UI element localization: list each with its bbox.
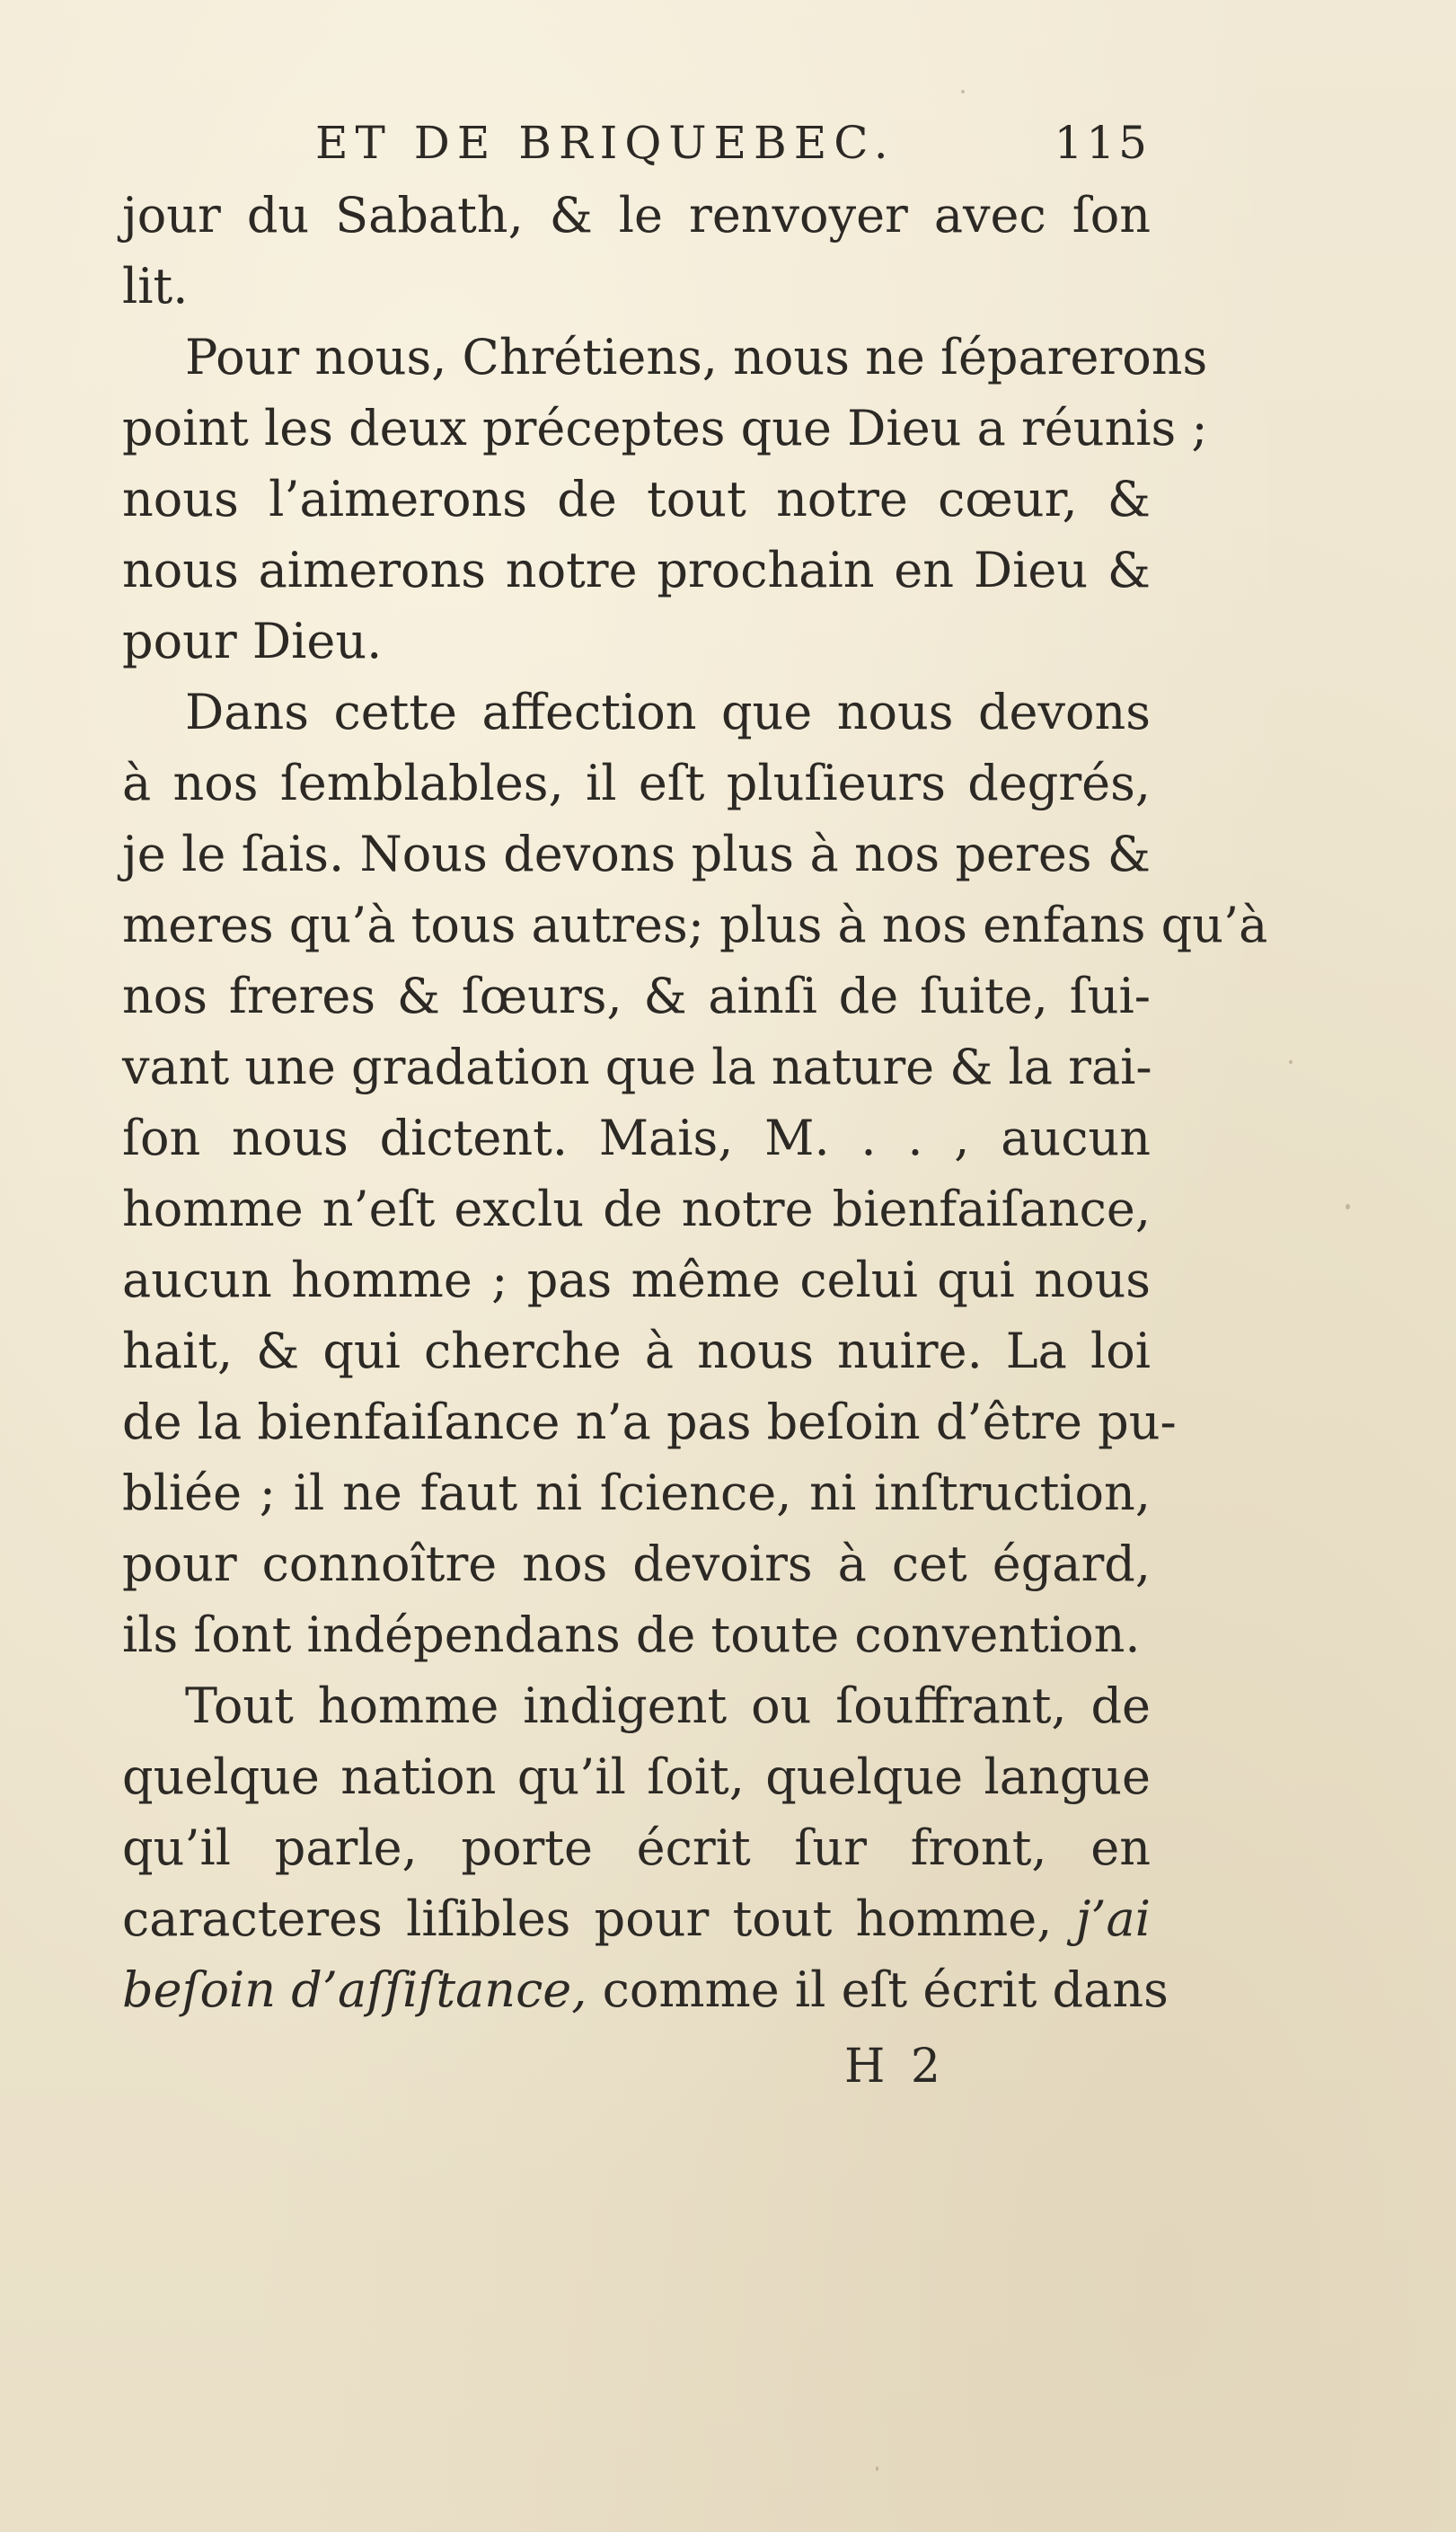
paper-speck — [876, 2466, 878, 2471]
text-line: nous aimerons notre prochain en Dieu & — [122, 542, 1151, 598]
text-line — [122, 1883, 1151, 1954]
text-line: aucun homme ; pas même celui qui nous — [122, 1252, 1151, 1308]
text-line: nous l’aimerons de tout notre cœur, & — [122, 471, 1151, 527]
page-number: 115 — [1054, 117, 1151, 169]
text-line: meres qu’à tous autres; plus à nos enfans qu’à — [122, 897, 1268, 953]
paper-speck — [1346, 1204, 1350, 1209]
paragraph-start-line: Dans cette affection que nous devons — [185, 684, 1151, 740]
text-line: quelque nation qu’il ſoit, quelque langue — [122, 1748, 1151, 1805]
text-run: comme il eſt écrit dans — [587, 1961, 1169, 2018]
italic-phrase: beſoin d’aſſiſtance, — [122, 1961, 587, 2018]
paragraph-start-line: Pour nous, Chrétiens, nous ne ſéparerons — [185, 329, 1208, 385]
text-line: ils ſont indépendans de toute convention. — [122, 1607, 1141, 1663]
text-line: pour connoître nos devoirs à cet égard, — [122, 1536, 1151, 1592]
text-line: hait, & qui cherche à nous nuire. La loi — [122, 1323, 1151, 1379]
page-text — [122, 117, 1268, 2025]
paper-speck — [961, 90, 965, 93]
text-line: lit. — [122, 258, 189, 314]
running-header — [122, 117, 1151, 180]
text-line: homme n’eſt exclu de notre bienfaiſance, — [122, 1181, 1151, 1237]
italic-phrase: j’ai — [1075, 1890, 1151, 1947]
text-line: vant une gradation que la nature & la rai- — [122, 1039, 1152, 1095]
paper-speck — [1289, 1060, 1293, 1064]
paragraph-start-line: Tout homme indigent ou ſouffrant, de — [185, 1678, 1151, 1734]
text-line: pour Dieu. — [122, 613, 383, 669]
text-line: bliée ; il ne faut ni ſcience, ni inſtruction, — [122, 1465, 1151, 1521]
text-line — [122, 1954, 1169, 2025]
text-line: jour du Sabath, & le renvoyer avec ſon — [122, 187, 1151, 243]
signature-mark: H 2 — [844, 2040, 946, 2094]
text-line: nos freres & ſœurs, & ainſi de ſuite, ſui- — [122, 968, 1151, 1024]
text-line: qu’il parle, porte écrit ſur front, en — [122, 1819, 1151, 1876]
text-line: de la bienfaiſance n’a pas beſoin d’être pu- — [122, 1394, 1177, 1450]
text-line: je le ſais. Nous devons plus à nos peres & — [122, 826, 1151, 882]
text-line: point les deux préceptes que Dieu a réunis ; — [122, 400, 1208, 456]
running-title: ET DE BRIQUEBEC. — [315, 117, 896, 169]
text-line: à nos ſemblables, il eſt pluſieurs degrés, — [122, 755, 1151, 811]
text-run: caracteres liſibles pour tout homme, — [122, 1890, 1076, 1947]
text-line: ſon nous dictent. Mais, M. . . , aucun — [122, 1110, 1151, 1166]
